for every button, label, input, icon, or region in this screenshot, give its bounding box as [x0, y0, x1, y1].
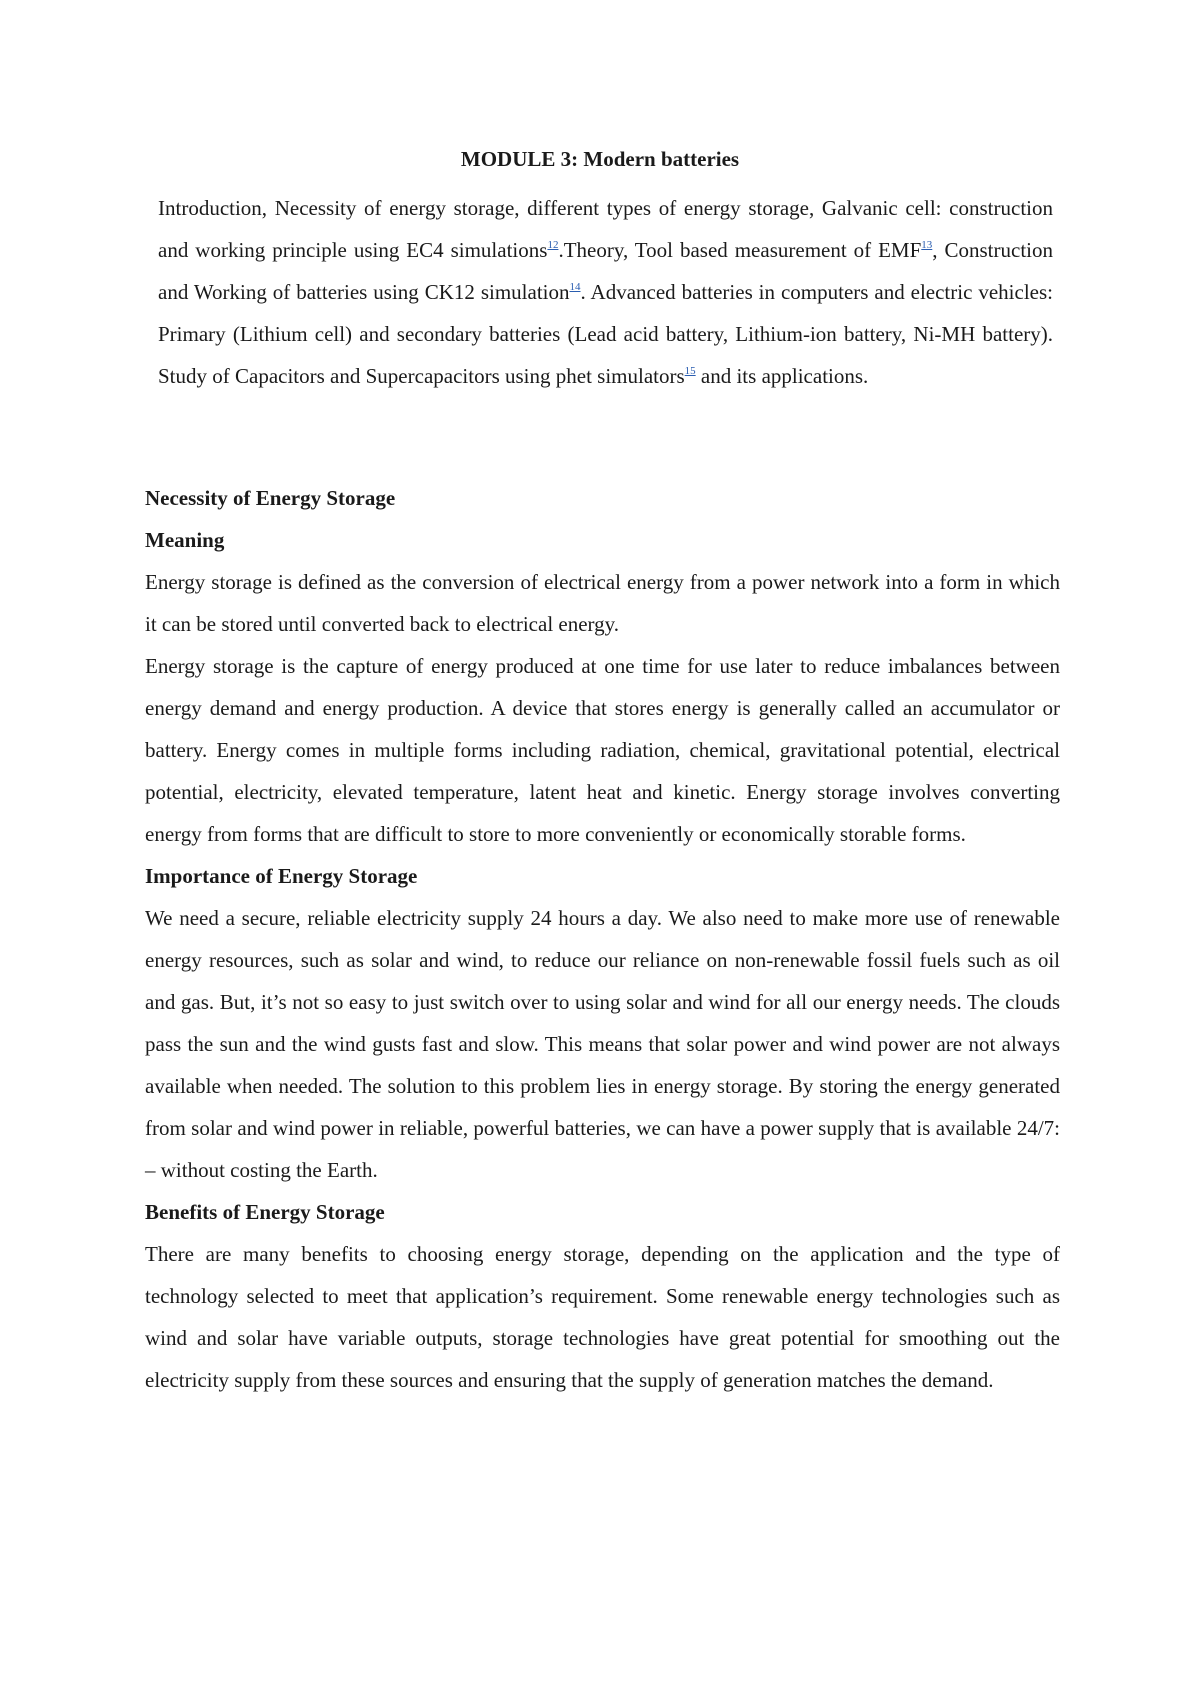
- main-content: [145, 477, 1060, 1401]
- syllabus-text-3: , Construction and Working of batteries using CK12 simulation: [158, 238, 1053, 304]
- necessity-heading: Necessity of Energy Storage: [145, 486, 396, 510]
- syllabus-text-2: .Theory, Tool based measurement of EMF: [558, 238, 922, 262]
- footnote-ref-12[interactable]: [547, 239, 558, 251]
- footnote-ref-13[interactable]: [921, 239, 932, 251]
- footnote-link-12[interactable]: 12: [547, 239, 559, 251]
- syllabus-text-4: . Advanced batteries in computers and electric vehicles: Primary (Lithium cell) and secondary batteries (Lead acid battery, Lithium-ion battery, Ni-MH battery). Study of Capacitors and Supercapacitors using phet simulators: [158, 280, 1053, 388]
- footnote-ref-14[interactable]: [570, 281, 581, 293]
- benefits-paragraph: There are many benefits to choosing energy storage, depending on the application and the type of technology selected to meet that application’s requirement. Some renewable energy technologies such as wind and solar have variable outputs, storage technologies have great potential for smoothing out the electricity supply from these sources and ensuring that the supply of generation matches the demand.: [145, 1242, 1060, 1392]
- meaning-heading: Meaning: [145, 528, 225, 552]
- footnote-ref-15[interactable]: [685, 365, 696, 377]
- benefits-heading: Benefits of Energy Storage: [145, 1200, 385, 1224]
- footnote-link-15[interactable]: 15: [684, 365, 696, 377]
- module-title: MODULE 3: Modern batteries: [460, 147, 740, 171]
- importance-heading: Importance of Energy Storage: [145, 864, 418, 888]
- meaning-paragraph-1: Energy storage is defined as the conversion of electrical energy from a power network into a form in which it can be stored until converted back to electrical energy.: [145, 570, 1060, 636]
- footnote-link-13[interactable]: 13: [921, 239, 933, 251]
- syllabus-text-5: and its applications.: [695, 364, 869, 388]
- footnote-link-14[interactable]: 14: [569, 281, 581, 293]
- meaning-paragraph-2: Energy storage is the capture of energy produced at one time for use later to reduce imbalances between energy demand and energy production. A device that stores energy is generally called an accumulator or battery. Energy comes in multiple forms including radiation, chemical, gravitational potential, electrical potential, electricity, elevated temperature, latent heat and kinetic. Energy storage involves converting energy from forms that are difficult to store to more conveniently or economically storable forms.: [145, 654, 1060, 846]
- importance-paragraph: We need a secure, reliable electricity supply 24 hours a day. We also need to make more use of renewable energy resources, such as solar and wind, to reduce our reliance on non-renewable fossil fuels such as oil and gas. But, it’s not so easy to just switch over to using solar and wind for all our energy needs. The clouds pass the sun and the wind gusts fast and slow. This means that solar power and wind power are not always available when needed. The solution to this problem lies in energy storage. By storing the energy generated from solar and wind power in reliable, powerful batteries, we can have a power supply that is available 24/7: – without costing the Earth.: [145, 906, 1060, 1182]
- syllabus-paragraph: [158, 187, 1053, 397]
- syllabus-text-1: Introduction, Necessity of energy storage, different types of energy storage, Galvanic cell: construction and working principle using EC4 simulations: [158, 196, 1053, 262]
